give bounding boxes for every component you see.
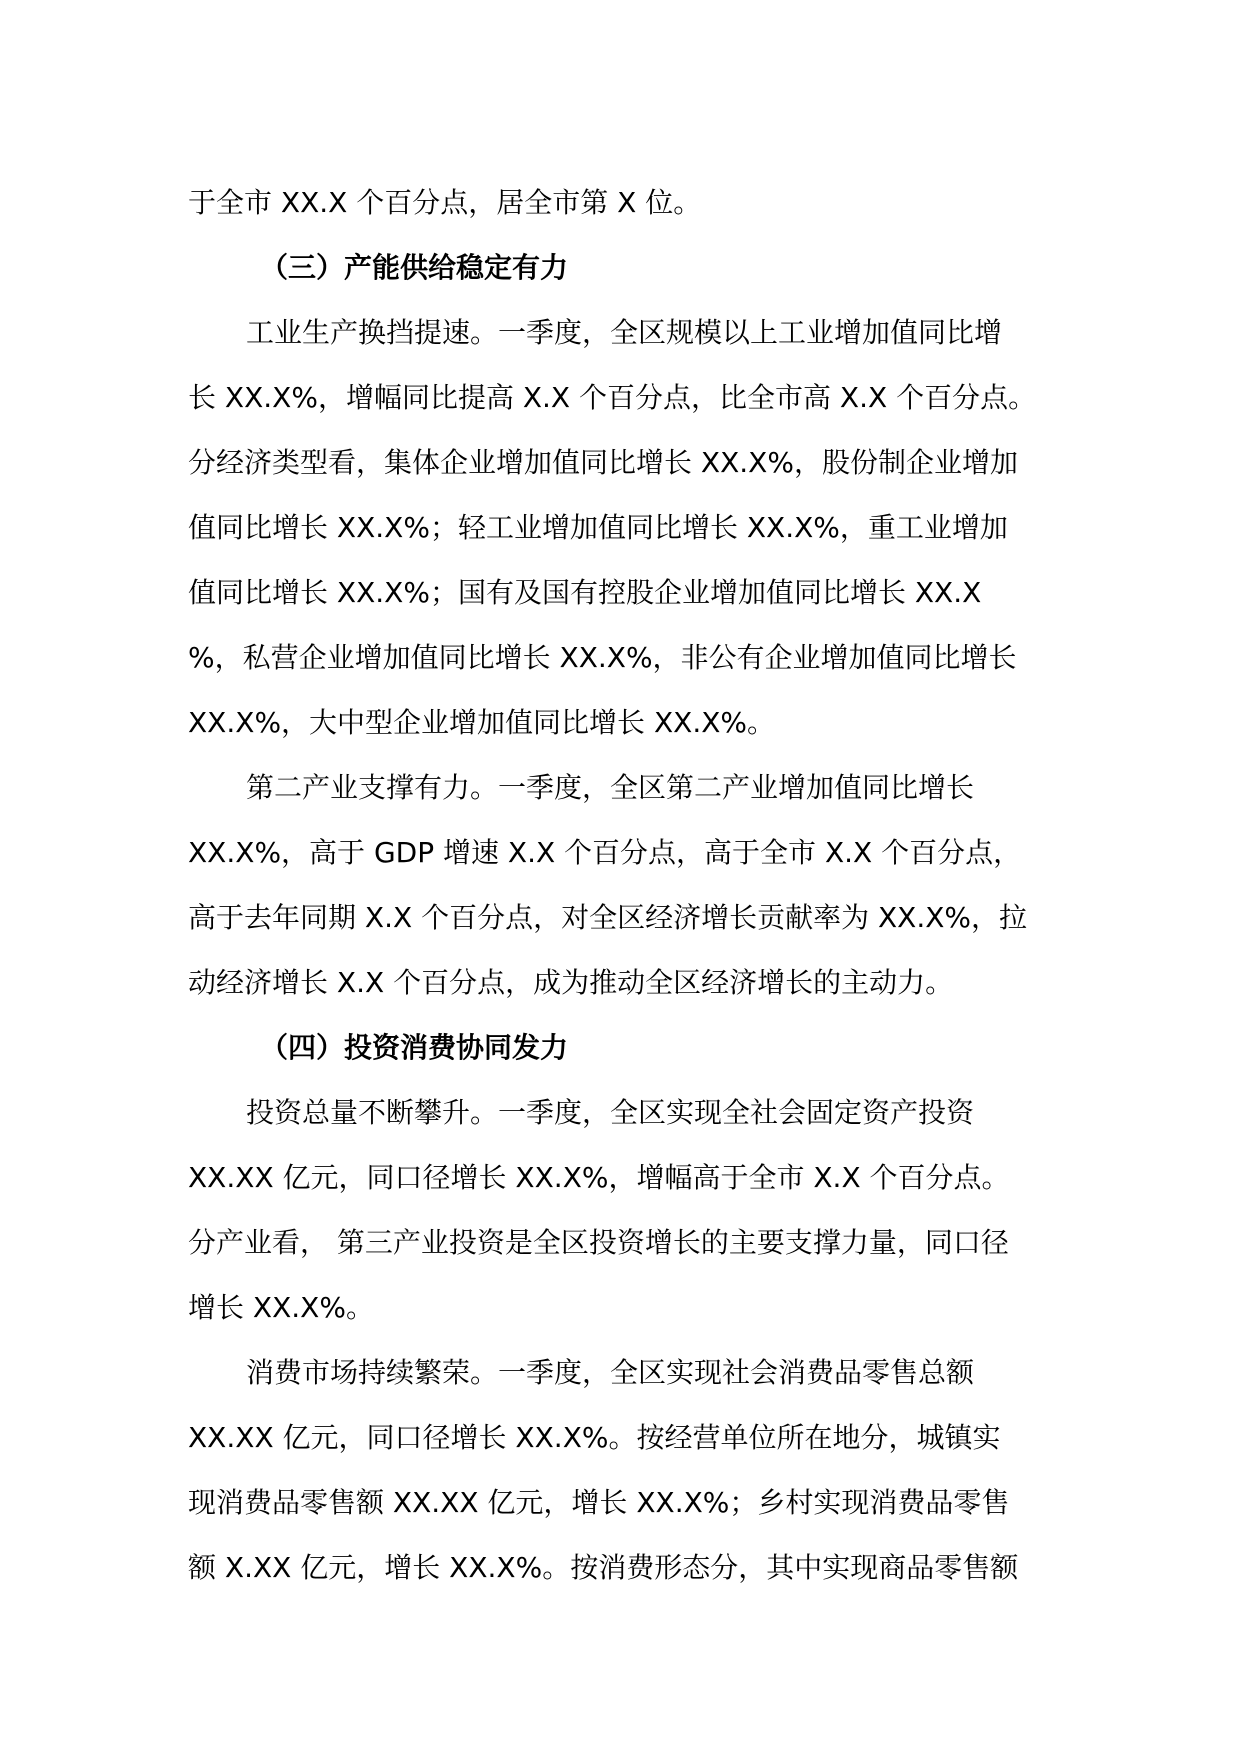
text-line: 值同比增长 XX.X%；轻工业增加值同比增长 XX.X%，重工业增加 xyxy=(188,511,1008,544)
document-page xyxy=(188,170,1068,1600)
paragraph-first-line: 投资总量不断攀升。一季度，全区实现全社会固定资产投资 xyxy=(246,1096,975,1129)
paragraph-first-line: 消费市场持续繁荣。一季度，全区实现社会消费品零售总额 xyxy=(246,1356,975,1389)
text-line: XX.X%，大中型企业增加值同比增长 XX.X%。 xyxy=(188,706,776,739)
text-line: 分产业看， 第三产业投资是全区投资增长的主要支撑力量，同口径 xyxy=(188,1226,1009,1259)
text-line: 分经济类型看，集体企业增加值同比增长 XX.X%，股份制企业增加 xyxy=(188,446,1018,479)
text-line: 于全市 XX.X 个百分点，居全市第 X 位。 xyxy=(188,186,702,219)
paragraph-first-line: 工业生产换挡提速。一季度，全区规模以上工业增加值同比增 xyxy=(246,316,1003,349)
text-line: %，私营企业增加值同比增长 XX.X%，非公有企业增加值同比增长 xyxy=(188,641,1017,674)
text-line: XX.XX 亿元，同口径增长 XX.X%，增幅高于全市 X.X 个百分点。 xyxy=(188,1161,1010,1194)
text-line: 现消费品零售额 XX.XX 亿元，增长 XX.X%；乡村实现消费品零售 xyxy=(188,1486,1010,1519)
paragraph-first-line: 第二产业支撑有力。一季度，全区第二产业增加值同比增长 xyxy=(246,771,975,804)
section-heading: （四）投资消费协同发力 xyxy=(260,1031,569,1064)
text-line: 高于去年同期 X.X 个百分点，对全区经济增长贡献率为 XX.X%，拉 xyxy=(188,901,1028,934)
text-line: 值同比增长 XX.X%；国有及国有控股企业增加值同比增长 XX.X xyxy=(188,576,982,609)
text-line: 额 X.XX 亿元，增长 XX.X%。按消费形态分，其中实现商品零售额 xyxy=(188,1551,1019,1584)
text-line: 动经济增长 X.X 个百分点，成为推动全区经济增长的主动力。 xyxy=(188,966,954,999)
text-line: 增长 XX.X%。 xyxy=(188,1291,374,1324)
text-line: 长 XX.X%，增幅同比提高 X.X 个百分点，比全市高 X.X 个百分点。 xyxy=(188,381,1037,414)
section-heading: （三）产能供给稳定有力 xyxy=(260,251,569,284)
text-line: XX.XX 亿元，同口径增长 XX.X%。按经营单位所在地分，城镇实 xyxy=(188,1421,1001,1454)
text-line: XX.X%，高于 GDP 增速 X.X 个百分点，高于全市 X.X 个百分点， xyxy=(188,836,1022,869)
